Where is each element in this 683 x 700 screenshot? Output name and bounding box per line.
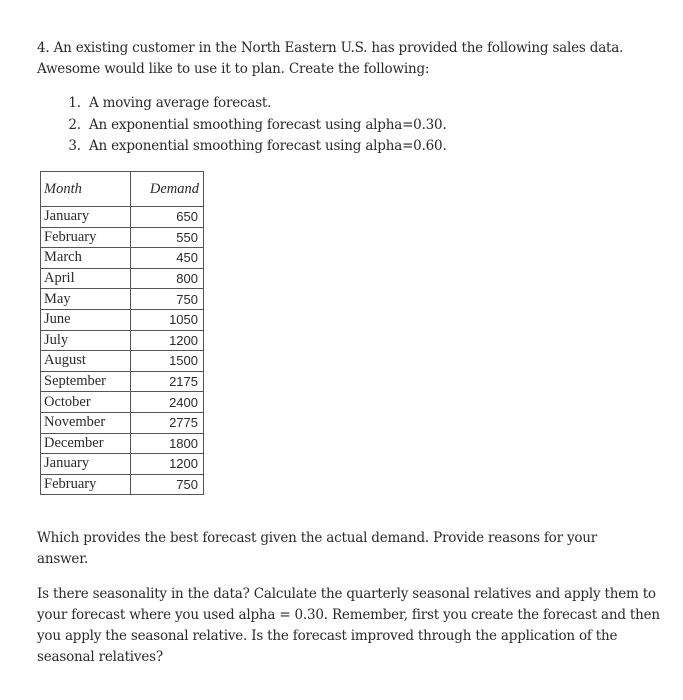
month-cell: July	[41, 330, 131, 351]
month-cell: September	[41, 371, 131, 392]
demand-cell: 1500	[131, 351, 204, 372]
problem-intro	[37, 38, 677, 80]
table-row	[41, 454, 204, 475]
month-cell: January	[41, 207, 131, 228]
task-list	[37, 93, 447, 158]
demand-cell: 750	[131, 474, 204, 495]
question-best-forecast: Which provides the best forecast given the actual demand. Provide reasons for your answer.	[37, 530, 598, 567]
demand-cell: 1200	[131, 330, 204, 351]
month-column-header: Month	[41, 172, 131, 207]
table-row	[41, 227, 204, 248]
month-cell: December	[41, 433, 131, 454]
month-cell: May	[41, 289, 131, 310]
table-row	[41, 351, 204, 372]
month-cell: October	[41, 392, 131, 413]
task-item: 2. An exponential smoothing forecast using alpha=0.30.	[85, 115, 447, 137]
table-row	[41, 412, 204, 433]
task-item: 3. An exponential smoothing forecast using alpha=0.60.	[85, 136, 447, 158]
demand-cell: 1800	[131, 433, 204, 454]
demand-cell: 550	[131, 227, 204, 248]
table-row	[41, 289, 204, 310]
month-cell: March	[41, 248, 131, 269]
table-row	[41, 371, 204, 392]
table-body	[41, 207, 204, 495]
sales-data-table	[40, 171, 204, 495]
month-cell: February	[41, 227, 131, 248]
table-row	[41, 268, 204, 289]
demand-cell: 1050	[131, 309, 204, 330]
table-row	[41, 474, 204, 495]
month-cell: February	[41, 474, 131, 495]
month-cell: June	[41, 309, 131, 330]
intro-line-2: Awesome would like to use it to plan. Create the following:	[37, 61, 430, 77]
month-cell: November	[41, 412, 131, 433]
demand-cell: 2775	[131, 412, 204, 433]
demand-cell: 450	[131, 248, 204, 269]
demand-cell: 2400	[131, 392, 204, 413]
table-row	[41, 330, 204, 351]
table-row	[41, 392, 204, 413]
demand-cell: 750	[131, 289, 204, 310]
demand-cell: 800	[131, 268, 204, 289]
task-item: 1. A moving average forecast.	[85, 93, 447, 115]
table-row	[41, 248, 204, 269]
question-seasonality: Is there seasonality in the data? Calculate the quarterly seasonal relatives and apply them to your forecast where you used alpha = 0.30. Remember, first you create the forecast and then you apply the seasonal relative. Is the forecast improved through the application of the seasonal relatives?	[37, 586, 660, 665]
demand-column-header: Demand	[131, 172, 204, 207]
demand-cell: 1200	[131, 454, 204, 475]
table-row	[41, 207, 204, 228]
table-row	[41, 309, 204, 330]
table-header-row	[41, 172, 204, 207]
demand-cell: 650	[131, 207, 204, 228]
demand-cell: 2175	[131, 371, 204, 392]
month-cell: January	[41, 454, 131, 475]
month-cell: April	[41, 268, 131, 289]
table-row	[41, 433, 204, 454]
intro-line-1: 4. An existing customer in the North Eastern U.S. has provided the following sales data.	[37, 40, 624, 56]
month-cell: August	[41, 351, 131, 372]
